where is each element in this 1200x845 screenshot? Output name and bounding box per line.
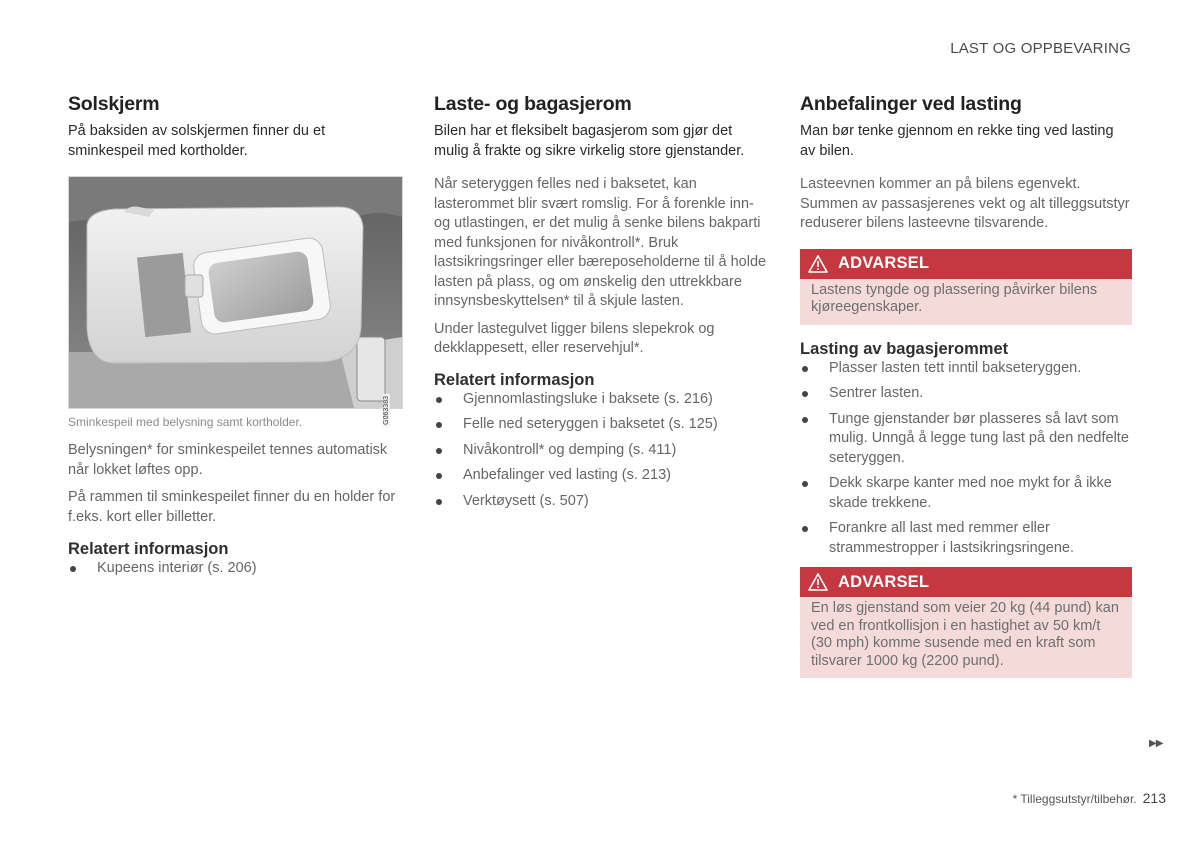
paragraph: Belysningen* for sminkespeilet tennes automatisk når lokket løftes opp. (68, 442, 388, 478)
double-arrow-right-icon[interactable]: ▶▶ (1149, 738, 1163, 749)
paragraph: Under lastegulvet ligger bilens slepekrok og dekklappesett, eller reservehjul*. (434, 320, 715, 356)
page-footer (1013, 790, 1166, 806)
related-link[interactable]: Gjennomlastingsluke i baksete (s. 216) (434, 390, 769, 410)
paragraph: Når seteryggen felles ned i baksetet, kan lasterommet blir svært romslig. For å forenkle inn- og utlastingen, er det mulig å senke bilens bakparti med funksjonen for nivåkontroll*. Bruk lastsikringsringer eller bæreposeholderne til å holde lasten på plass, og om ønskelig den uttrekkbare innsynsbeskyttelsen* til å skjule lasten. (434, 176, 767, 309)
list-item: Forankre all last med remmer eller strammestropper i lastsikringsringene. (800, 519, 1132, 558)
warning-title: ADVARSEL (838, 254, 930, 272)
list-item: Plasser lasten tett inntil bakseteryggen. (800, 359, 1132, 379)
page-number: 213 (1142, 790, 1166, 806)
related-info-title: Relatert informasjon (434, 370, 595, 389)
related-link[interactable]: Kupeens interiør (s. 206) (68, 559, 403, 579)
warning-text: Lastens tyngde og plassering påvirker bilens kjøreegenskaper. (800, 279, 1132, 325)
section-title: Solskjerm (68, 93, 160, 115)
lead-paragraph: Man bør tenke gjennom en rekke ting ved lasting av bilen. (800, 123, 1114, 159)
related-link[interactable]: Felle ned seteryggen i baksetet (s. 125) (434, 415, 769, 435)
warning-title: ADVARSEL (838, 572, 930, 591)
related-list (68, 559, 403, 579)
column-cargo-area (434, 93, 769, 517)
warning-box (800, 249, 1132, 325)
loading-list (800, 359, 1132, 559)
warning-header (800, 249, 1132, 279)
subsection-title: Lasting av bagasjerommet (800, 339, 1009, 358)
figure-id: G063383 (383, 396, 390, 425)
lead-paragraph: Bilen har et fleksibelt bagasjerom som gjør det mulig å frakte og sikre virkelig store gjenstander. (434, 123, 745, 159)
column-sun-visor (68, 93, 403, 585)
figure-caption: Sminkespeil med belysning samt kortholder. (68, 415, 303, 429)
list-item: Tunge gjenstander bør plasseres så lavt som mulig. Unngå å legge tung last på den nedfelte seteryggen. (800, 410, 1132, 469)
list-item: Sentrer lasten. (800, 384, 1132, 404)
related-link[interactable]: Nivåkontroll* og demping (s. 411) (434, 441, 769, 461)
warning-text: En løs gjenstand som veier 20 kg (44 pund) kan ved en frontkollisjon i en hastighet av 50 km/t (30 mph) komme susende med en kraft som tilsvarer 1000 kg (2200 pund). (800, 597, 1132, 678)
warning-box (800, 567, 1132, 678)
paragraph: På rammen til sminkespeilet finner du en holder for f.eks. kort eller billetter. (68, 489, 396, 525)
related-link[interactable]: Anbefalinger ved lasting (s. 213) (434, 466, 769, 486)
footnote: * Tilleggsutstyr/tilbehør. (1012, 792, 1137, 806)
related-info-title: Relatert informasjon (68, 540, 229, 558)
warning-triangle-icon (808, 255, 828, 273)
column-loading-recommendations (800, 93, 1132, 678)
running-header: LAST OG OPPBEVARING (950, 40, 1131, 57)
warning-header (800, 567, 1132, 597)
paragraph: Lasteevnen kommer an på bilens egenvekt. Summen av passasjerenes vekt og alt tilleggsutstyr reduserer bilens lasteevne tilsvarende. (800, 176, 1130, 231)
section-title: Anbefalinger ved lasting (800, 93, 1022, 115)
related-link[interactable]: Verktøysett (s. 507) (434, 492, 769, 512)
warning-triangle-icon (808, 573, 828, 591)
related-list (434, 390, 769, 512)
list-item: Dekk skarpe kanter med noe mykt for å ikke skade trekkene. (800, 474, 1132, 513)
section-title: Laste- og bagasjerom (434, 93, 632, 115)
lead-paragraph: På baksiden av solskjermen finner du et sminkespeil med kortholder. (68, 123, 326, 159)
